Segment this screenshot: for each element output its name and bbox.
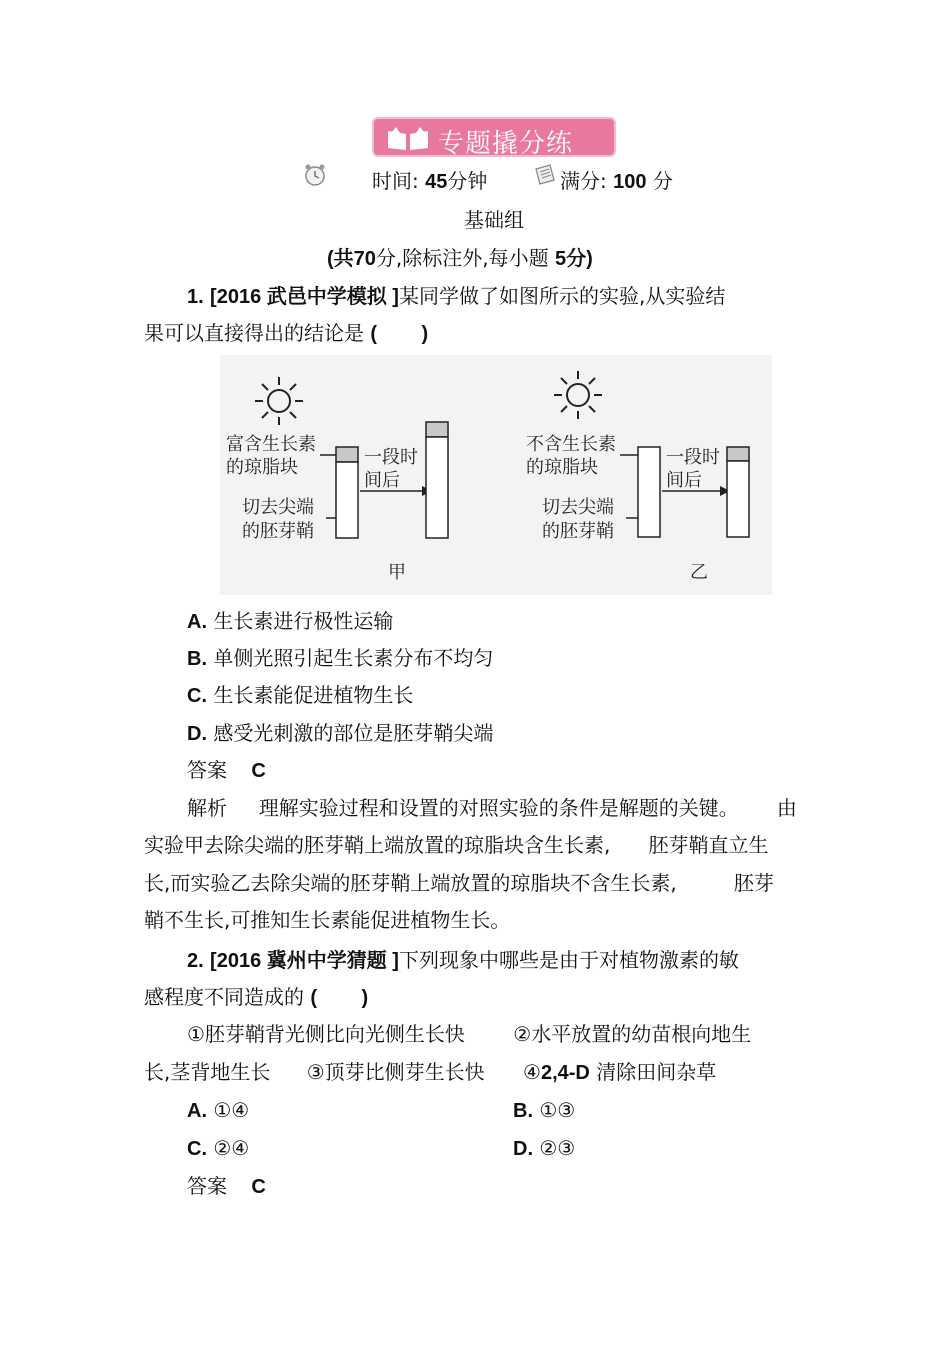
q2-option-a[interactable]: A. ①④ — [187, 1098, 250, 1122]
fig-left-arrow-label-2: 间后 — [364, 470, 400, 491]
fig-right-arrow-label-2: 间后 — [666, 470, 702, 491]
q1-stem-line1 — [187, 283, 725, 310]
q1-answer-paren: ( ) — [370, 323, 429, 345]
q2-item-1: ①胚芽鞘背光侧比向光侧生长快 — [187, 1022, 465, 1046]
fig-left-top-label-1: 富含生长素 — [226, 434, 316, 455]
q1-analysis-line3: 长,而实验乙去除尖端的胚芽鞘上端放置的琼脂块不含生长素, 胚芽 — [144, 871, 774, 895]
fig-left-caption: 甲 — [388, 562, 406, 583]
fig-left-bottom-label-2: 的胚芽鞘 — [242, 521, 314, 542]
q2-number: 2. — [187, 950, 204, 972]
fig-right-coleoptile — [638, 447, 660, 537]
q1-analysis-line4: 鞘不生长,可推知生长素能促进植物生长。 — [144, 908, 511, 932]
q1-option-b[interactable]: B. 单侧光照引起生长素分布不均匀 — [187, 646, 494, 670]
q2-answer-value: C — [251, 1176, 266, 1198]
q2-item-2: ②水平放置的幼苗根向地生 — [513, 1022, 752, 1046]
fig-left-coleoptile — [336, 462, 358, 538]
q1-option-c[interactable]: C. 生长素能促进植物生长 — [187, 683, 414, 707]
q2-item-2-cont: 长,茎背地生长 — [144, 1060, 271, 1084]
fig-right-agar-block-after — [727, 447, 749, 461]
time-label: 时间: — [372, 169, 419, 193]
q1-stem-line2 — [144, 320, 428, 347]
sun-icon-right — [554, 371, 602, 419]
banner-title: 专题撬分练 — [438, 129, 574, 159]
fig-right-bottom-label-2: 的胚芽鞘 — [542, 521, 614, 542]
q1-answer-value: C — [251, 760, 266, 782]
clock-icon — [303, 163, 327, 187]
fig-left-bottom-label-1: 切去尖端 — [242, 497, 314, 518]
q2-option-c[interactable]: C. ②④ — [187, 1136, 250, 1160]
experiment-figure — [220, 355, 772, 595]
sun-icon-left — [255, 377, 303, 425]
q1-stem-a: 某同学做了如图所示的实验,从实验结 — [398, 284, 726, 308]
q2-stem-b: 感程度不同造成的 — [144, 985, 304, 1009]
section-title: 基础组 — [464, 208, 524, 232]
fig-right-top-label-2: 的琼脂块 — [526, 457, 598, 478]
fig-right-arrow-label-1: 一段时 — [666, 447, 720, 468]
q1-option-d[interactable]: D. 感受光刺激的部位是胚芽鞘尖端 — [187, 721, 494, 745]
q2-source: [2016 冀州中学猜题 ] — [210, 950, 399, 972]
score-label: 满分: — [560, 169, 607, 193]
fig-right-coleoptile-after — [727, 461, 749, 537]
q2-option-d[interactable]: D. ②③ — [513, 1136, 576, 1160]
time-unit: 分钟 — [447, 169, 488, 193]
fig-right-caption: 乙 — [690, 562, 708, 583]
q2-answer — [187, 1173, 266, 1200]
book-icon — [386, 126, 430, 152]
q1-analysis-line2: 实验甲去除尖端的胚芽鞘上端放置的琼脂块含生长素, 胚芽鞘直立生 — [144, 833, 769, 857]
note-total: 70 — [353, 248, 376, 270]
q1-option-a[interactable]: A. 生长素进行极性运输 — [187, 609, 394, 633]
q1-analysis-line1: 解析 理解实验过程和设置的对照实验的条件是解题的关键。 由 — [187, 796, 797, 820]
q2-answer-label: 答案 — [187, 1174, 227, 1198]
fig-left-coleoptile-after — [426, 437, 448, 538]
q1-stem-b: 果可以直接得出的结论是 — [144, 321, 364, 345]
q2-stem-a: 下列现象中哪些是由于对植物激素的敏 — [398, 948, 739, 972]
q2-item-4: ④2,4-D 清除田间杂草 — [523, 1060, 717, 1084]
q2-stem-line2 — [144, 984, 368, 1011]
note-each: 5 — [555, 248, 567, 270]
score-value: 100 — [613, 171, 647, 193]
q2-items-line1 — [187, 1021, 751, 1047]
q2-items-line2 — [144, 1059, 716, 1086]
time-row — [372, 168, 487, 195]
fig-left-agar-block-after — [426, 422, 448, 437]
q2-answer-paren: ( ) — [310, 987, 369, 1009]
fig-right-top-label-1: 不含生长素 — [526, 434, 616, 455]
fig-left-agar-block — [336, 447, 358, 462]
q1-number: 1. — [187, 286, 204, 308]
time-value: 45 — [425, 171, 448, 193]
score-unit: 分 — [652, 169, 673, 193]
fig-left-arrow-label-1: 一段时 — [364, 447, 418, 468]
paper-icon — [533, 163, 557, 187]
q2-stem-line1 — [187, 947, 739, 974]
section-note: (共70分,除标注外,每小题 5分) — [327, 246, 593, 270]
q1-answer-label: 答案 — [187, 758, 227, 782]
section-banner — [372, 117, 616, 157]
q2-option-b[interactable]: B. ①③ — [513, 1098, 576, 1122]
q1-answer — [187, 757, 266, 784]
experiment-diagram — [220, 355, 772, 595]
score-row — [560, 168, 673, 195]
fig-right-bottom-label-1: 切去尖端 — [542, 497, 614, 518]
q1-source: [2016 武邑中学模拟 ] — [210, 286, 399, 308]
q2-item-3: ③顶芽比侧芽生长快 — [306, 1060, 485, 1084]
fig-left-top-label-2: 的琼脂块 — [226, 457, 298, 478]
